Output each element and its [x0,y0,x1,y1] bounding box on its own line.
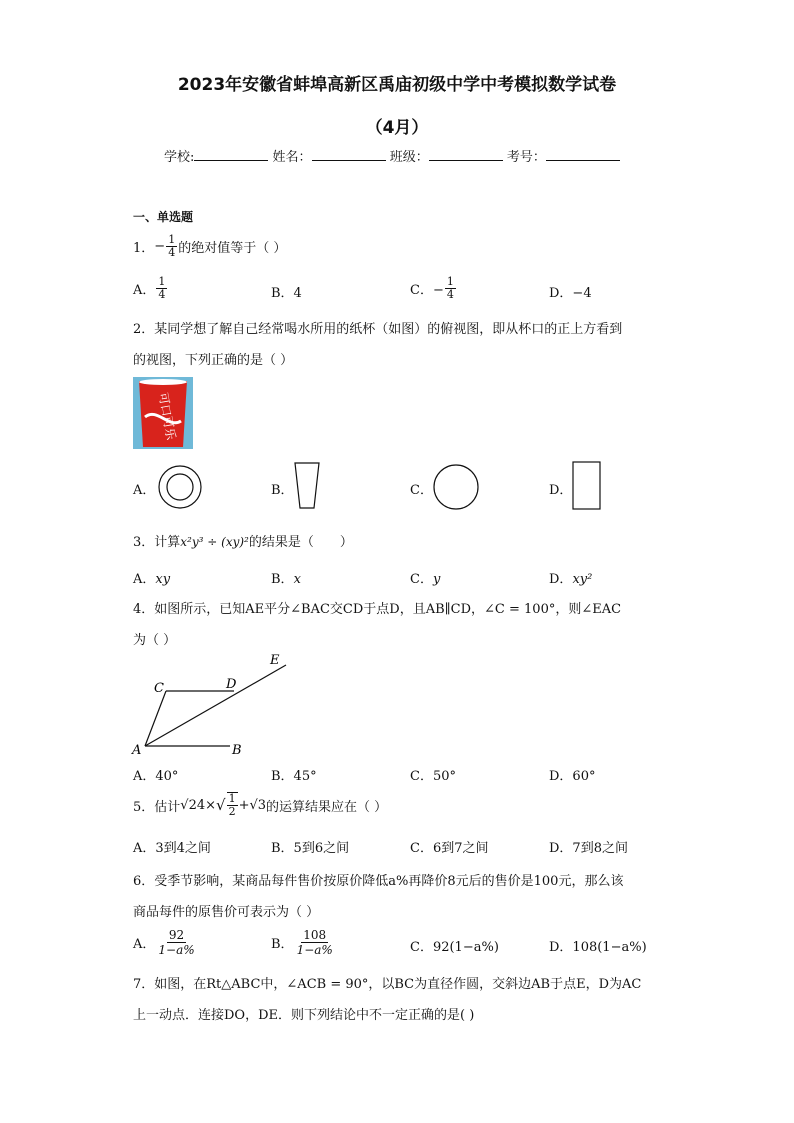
label-b: B [232,743,242,758]
q7-line-2: 上一动点．连接DO，DE．则下列结论中不一定正确的是( ) [133,1008,475,1023]
ray-ae [145,665,286,746]
exam-number-blank[interactable] [546,148,620,161]
cup-drawing [133,377,193,449]
q5-radical-sign: √ [216,796,226,814]
q6-b-num: 108 [303,928,327,942]
q2-line-2: 的视图，下列正确的是（ ） [133,353,294,368]
q1-number: 1． [133,241,155,256]
q5-times: × [205,797,217,813]
school-label: 学校: [164,150,195,165]
label-d: D [226,677,237,692]
q1-c-label: C．− [410,283,444,298]
q3-expression: x²y³ ÷ (xy)² [180,535,249,549]
q1-minus: − [154,239,166,254]
q3-option-b[interactable] [271,568,301,587]
q2-a-label: A． [133,483,156,498]
q1-frac-num: 1 [168,233,176,246]
q1-text: 的绝对值等于（ ） [178,241,287,256]
q5-number: 5．估计 [133,799,181,815]
q2-option-c[interactable] [410,479,433,498]
exam-number-label: 考号： [506,150,546,165]
q1-a-num: 1 [158,275,166,288]
q2-c-circle [431,462,481,512]
label-a: A [132,743,142,758]
school-blank[interactable] [194,148,268,161]
q2-c-label: C． [410,483,433,498]
q3-a-label: A． [133,572,156,587]
class-blank[interactable] [429,148,503,161]
q5-sqrt-fraction [227,792,238,818]
q5-sqrt-24: √24 [180,797,206,813]
q2-option-a[interactable] [133,479,155,498]
q5-sqrt-3: √3 [249,797,267,813]
q4-line-2: 为（ ） [133,633,177,648]
q1-c-fraction [445,276,456,301]
q4-option-b[interactable]: B．45° [271,769,317,784]
q1-a-fraction [156,276,167,301]
q1-a-label: A． [133,283,156,298]
q2-b-trapezoid [292,461,322,511]
q6-option-c[interactable]: C．92(1−a%) [410,940,499,955]
question-5 [133,792,387,818]
q4-option-a[interactable]: A．40° [133,769,179,784]
q1-fraction [166,234,177,259]
q1-option-a[interactable] [133,276,168,301]
q3-text: 的结果是（ ） [248,535,353,550]
q6-b-fraction [295,928,335,957]
q5-sqrt-num: 1 [228,792,236,805]
q5-sqrt-den: 2 [228,805,236,818]
q1-frac-den: 4 [168,246,176,259]
q4-option-c[interactable]: C．50° [410,769,456,784]
q5-option-d[interactable]: D．7到8之间 [549,841,628,856]
q1-option-c[interactable] [410,276,457,301]
page-title: 2023年安徽省蚌埠高新区禹庙初级中学中考模拟数学试卷 [177,75,617,95]
q6-a-label: A． [133,937,156,952]
name-blank[interactable] [312,148,386,161]
q5-plus: + [238,797,250,813]
q6-option-b[interactable] [271,928,336,957]
q5-option-b[interactable]: B．5到6之间 [271,841,350,856]
q3-b-value: x [293,572,301,587]
q4-line-1: 4．如图所示，已知AE平分∠BAC交CD于点D，且AB∥CD，∠C = 100°，则∠EAC [133,602,622,617]
q2-b-label: B． [271,483,294,498]
q1-option-d[interactable]: D．−4 [549,286,592,301]
q6-b-label: B． [271,937,294,952]
label-e: E [270,653,280,668]
q3-b-label: B． [271,572,294,587]
q3-option-a[interactable] [133,568,170,587]
q1-c-den: 4 [446,288,454,301]
q6-line-1: 6．受季节影响，某商品每件售价按原价降低a%再降价8元后的售价是100元，那么该 [133,874,624,889]
q6-a-fraction [156,928,196,957]
q3-a-value: xy [155,572,171,587]
question-3 [133,531,353,550]
q7-line-1: 7．如图，在Rt△ABC中，∠ACB = 90°，以BC为直径作圆，交斜边AB于点E，D为AC [133,977,642,992]
q5-option-a[interactable]: A．3到4之间 [133,841,211,856]
q1-option-b[interactable]: B．4 [271,286,302,301]
q1-c-num: 1 [446,275,454,288]
q5-option-c[interactable]: C．6到7之间 [410,841,489,856]
segment-ac [145,691,166,746]
q6-option-d[interactable]: D．108(1−a%) [549,940,647,955]
q2-a-double-circle [155,463,205,511]
name-label: 姓名： [272,150,312,165]
info-fields [164,146,620,165]
q3-option-d[interactable] [549,568,592,587]
q2-d-label: D． [549,483,573,498]
question-1 [133,234,286,259]
q3-c-value: y [432,572,441,587]
q6-option-a[interactable] [133,928,198,957]
q2-d-rectangle [571,460,603,512]
q6-a-num: 92 [168,928,185,942]
q2-option-d[interactable] [549,479,572,498]
q6-a-den: 1−a% [158,943,195,957]
paper-cup-image [133,377,193,449]
q4-option-d[interactable]: D．60° [549,769,596,784]
q3-number: 3．计算 [133,535,181,550]
q6-line-2: 商品每件的原售价可表示为（ ） [133,905,320,920]
q3-d-value: xy² [572,572,593,587]
q1-a-den: 4 [158,288,166,301]
section-heading: 一、单选题 [133,210,194,224]
q4-geometry-figure [128,648,298,760]
label-c: C [154,681,164,696]
cup-logo-text: 可口可乐 [155,391,179,442]
q3-option-c[interactable] [410,568,440,587]
q3-d-label: D． [549,572,573,587]
q2-option-b[interactable] [271,479,294,498]
q3-c-label: C． [410,572,433,587]
q6-b-den: 1−a% [296,943,333,957]
q2-line-1: 2．某同学想了解自己经常喝水所用的纸杯（如图）的俯视图，即从杯口的正上方看到 [133,322,623,337]
page-subtitle: （4月） [365,118,429,138]
q5-text: 的运算结果应在（ ） [266,799,388,815]
class-label: 班级： [389,150,429,165]
